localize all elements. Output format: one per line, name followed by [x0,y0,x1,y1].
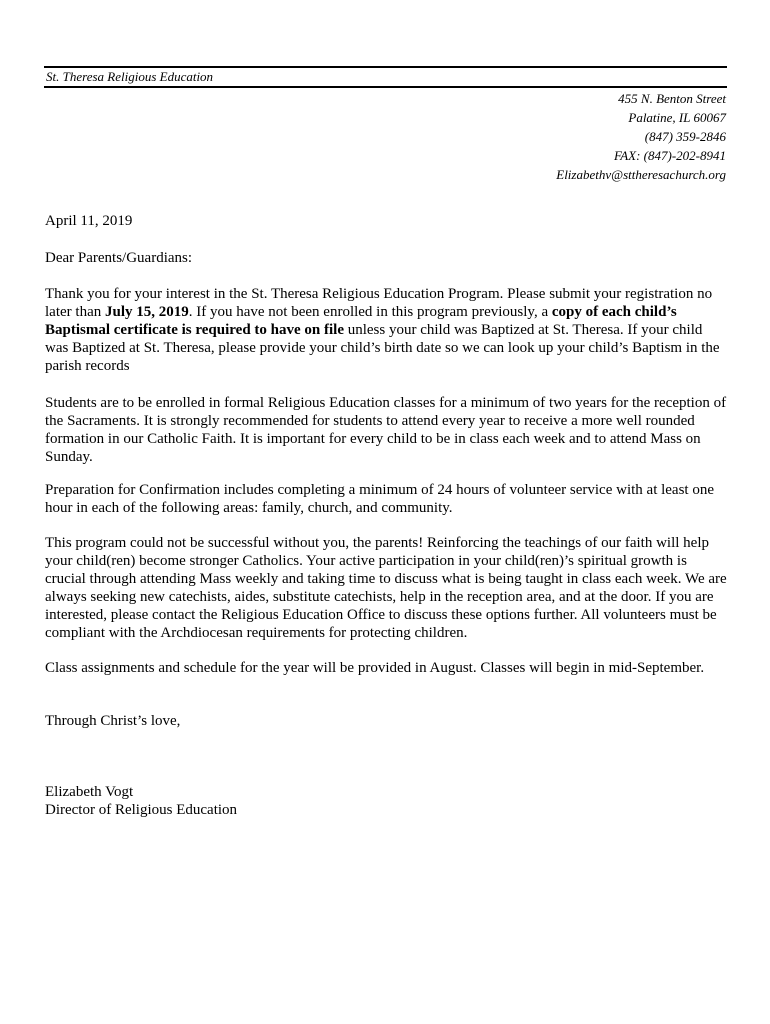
salutation: Dear Parents/Guardians: [45,250,193,266]
paragraph-participation: This program could not be successful without you, the parents! Reinforcing the teachings of our faith will help your child(ren) become stronger Catholics. Your active participation in your child(ren)’s spiritual growth is crucial through attending Mass weekly and taking time to discuss what is being taught in class each week. We are always seeking new catechists, aides, substitute catechists, help in the reception area, and at the door. If you are interested, please contact the Religious Education Office to discuss these options further. All volunteers must be compliant with the Archdiocesan requirements for protecting children. [45,535,727,641]
paragraph-registration-text-2: . If you have not been enrolled in this program previously, a [188,304,552,320]
paragraph-registration-text-1: Thank you for your interest in the St. Theresa Religious Education Program. Please submit your registration no later than [45,286,713,320]
paragraph-confirmation: Preparation for Confirmation includes completing a minimum of 24 hours of volunteer service with at least one hour in each of the following areas: family, church, and community. [45,482,715,516]
signer-title: Director of Religious Education [45,802,238,818]
phone-number: (847) 359-2846 [644,129,726,144]
signer-name: Elizabeth Vogt [45,784,134,800]
signature-block [45,783,727,819]
email-address: Elizabethv@sttheresachurch.org [556,167,726,182]
street-address: 455 N. Benton Street [618,91,726,106]
paragraph-registration-text-3: unless your child was Baptized at St. Theresa. If your child was Baptized at St. Theresa, please provide your child’s birth date so we can look up your child’s Baptism in the parish records [45,322,720,374]
header-bottom-rule [44,86,727,88]
fax-number: FAX: (847)-202-8941 [613,148,726,163]
header-top-rule [44,66,727,68]
letter-date: April 11, 2019 [45,213,133,229]
paragraph-registration [45,285,727,375]
address-block [556,89,726,184]
baptismal-certificate-requirement: copy of each child’s Baptismal certificate is required to have on file [45,304,677,338]
registration-deadline: July 15, 2019 [104,304,189,320]
city-state-zip: Palatine, IL 60067 [628,110,726,125]
paragraph-enrollment: Students are to be enrolled in formal Religious Education classes for a minimum of two years for the reception of the Sacraments. It is strongly recommended for students to attend every year to receive a more well rounded formation in our Catholic Faith. It is important for every child to be in class each week and to attend Mass on Sunday. [45,395,727,465]
organization-name: St. Theresa Religious Education [46,69,214,84]
closing: Through Christ’s love, [45,713,181,729]
paragraph-schedule: Class assignments and schedule for the year will be provided in August. Classes will begin in mid-September. [45,660,705,676]
